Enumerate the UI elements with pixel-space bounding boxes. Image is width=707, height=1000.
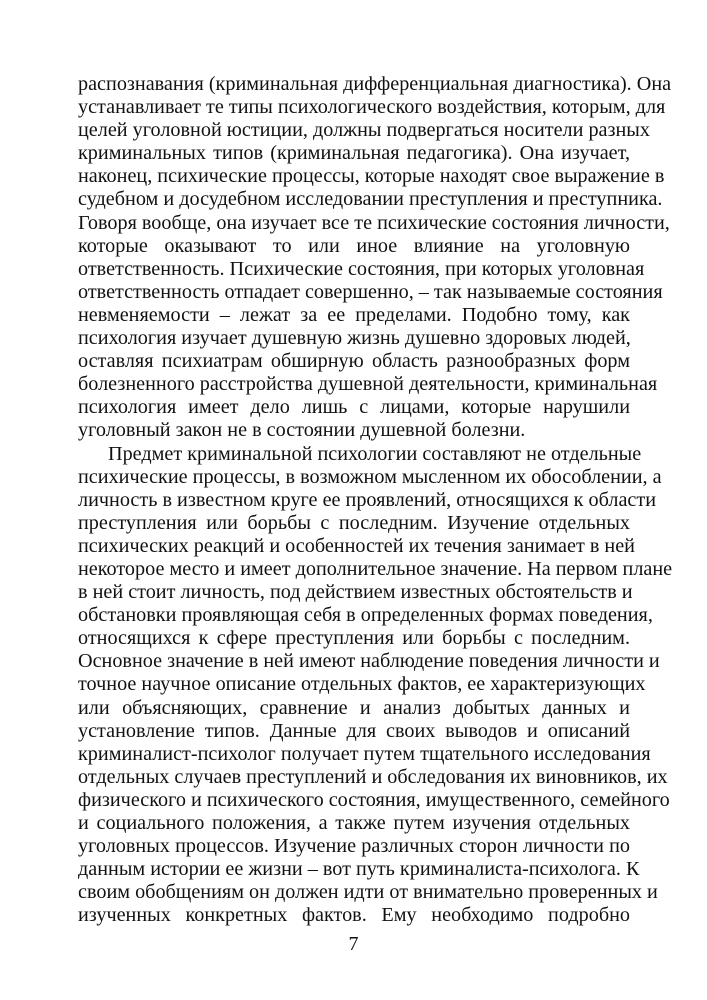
text-line: болезненного расстройства душевной деятельности, криминальная <box>78 373 658 396</box>
text-line: Предмет криминальной психологии составляют не отдельные <box>108 442 642 465</box>
text-line: установление типов. Данные для своих выводов и описаний <box>78 719 630 742</box>
text-line: или объясняющих, сравнение и анализ добытых данных и <box>78 696 630 719</box>
text-line: психические процессы, в возможном мысленном их обособлении, а <box>78 465 662 488</box>
text-line: точное научное описание отдельных фактов, ее характеризующих <box>78 673 646 696</box>
text-line: устанавливает те типы психологического воздействия, которым, для <box>78 96 666 119</box>
page-body <box>78 73 673 927</box>
text-line: отдельных случаев преступлений и обследования их виновников, их <box>78 765 668 788</box>
text-line: изученных конкретных фактов. Ему необходимо подробно <box>78 904 630 927</box>
text-line: криминалист-психолог получает путем тщательного исследования <box>78 742 651 765</box>
text-line: уголовный закон не в состоянии душевной болезни. <box>78 419 526 442</box>
text-line: преступления или борьбы с последним. Изучение отдельных <box>78 511 630 534</box>
text-line: Основное значение в ней имеют наблюдение поведения личности и <box>78 650 660 673</box>
text-line: которые оказывают то или иное влияние на уголовную <box>78 234 630 257</box>
paragraph-2 <box>78 442 673 928</box>
text-line: Говоря вообще, она изучает все те психические состояния личности, <box>78 211 670 234</box>
text-line: психология изучает душевную жизнь душевно здоровых людей, <box>78 327 631 350</box>
text-line: в ней стоит личность, под действием известных обстоятельств и <box>78 581 633 604</box>
text-line: криминальных типов (криминальная педагогика). Она изучает, <box>78 142 630 165</box>
text-line: психология имеет дело лишь с лицами, которые нарушили <box>78 396 630 419</box>
text-line: психических реакций и особенностей их течения занимает в ней <box>78 534 635 557</box>
text-line: и социального положения, а также путем изучения отдельных <box>78 812 630 834</box>
text-line: ответственность отпадает совершенно, – так называемые состояния <box>78 280 663 303</box>
text-line: невменяемости – лежат за ее пределами. Подобно тому, как <box>78 303 630 326</box>
text-line: распознавания (криминальная дифференциальная диагностика). Она <box>78 73 672 95</box>
text-line: оставляя психиатрам обширную область разнообразных форм <box>78 350 630 373</box>
text-line: целей уголовной юстиции, должны подвергаться носители разных <box>78 119 650 142</box>
text-line: данным истории ее жизни – вот путь криминалиста-психолога. К <box>78 858 640 881</box>
text-line: уголовных процессов. Изучение различных сторон личности по <box>78 835 630 858</box>
page-number: 7 <box>348 933 359 955</box>
text-line: относящихся к сфере преступления или борьбы с последним. <box>78 627 630 650</box>
text-line: своим обобщениям он должен идти от внимательно проверенных и <box>78 881 658 904</box>
text-line: ответственность. Психические состояния, при которых уголовная <box>78 257 645 280</box>
text-line: физического и психического состояния, имущественного, семейного <box>78 788 670 811</box>
paragraph-1 <box>78 73 672 443</box>
text-line: личность в известном круге ее проявлений, относящихся к области <box>78 488 657 511</box>
text-line: обстановки проявляющая себя в определенных формах поведения, <box>78 604 653 627</box>
text-line: некоторое место и имеет дополнительное значение. На первом плане <box>78 557 673 580</box>
text-line: судебном и досудебном исследовании преступления и преступника. <box>78 188 663 211</box>
text-line: наконец, психические процессы, которые находят свое выражение в <box>78 165 665 188</box>
